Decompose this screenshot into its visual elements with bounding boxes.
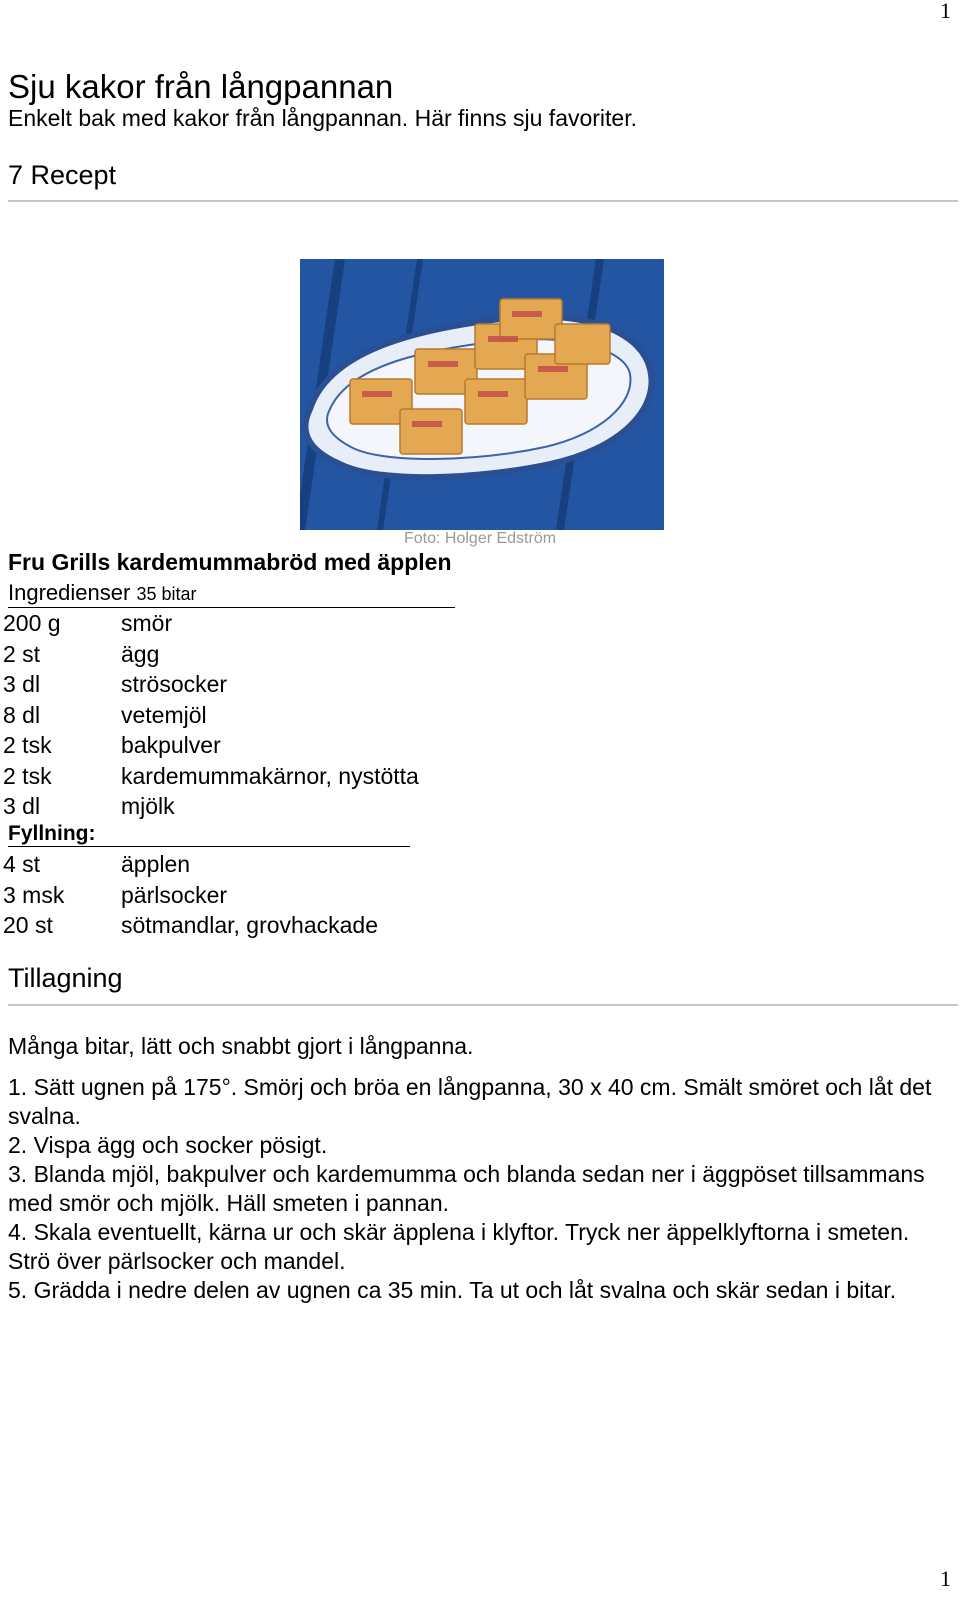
ingredient-row: [3, 791, 503, 822]
method-step: 3. Blanda mjöl, bakpulver och kardemumma och blanda sedan ner i äggpöset tillsammans med smör och mjölk. Häll smeten i pannan.: [8, 1161, 925, 1216]
ingredient-item: ägg: [121, 640, 160, 667]
ingredient-item: smör: [121, 610, 173, 636]
ingredient-amount: 4 st: [3, 851, 41, 877]
divider: [8, 1004, 958, 1006]
ingredient-item: mjölk: [121, 793, 175, 819]
ingredient-row: [3, 730, 503, 761]
ingredient-item: vetemjöl: [121, 701, 207, 728]
collection-description: Enkelt bak med kakor från långpannan. Här finns sju favoriter.: [8, 105, 638, 131]
ingredient-item: strösocker: [121, 671, 228, 697]
ingredient-amount: 2 tsk: [3, 762, 52, 789]
ingredient-amount: 2 tsk: [3, 732, 52, 758]
ingredient-amount: 2 st: [3, 640, 41, 667]
method-intro: Många bitar, lätt och snabbt gjort i långpanna.: [8, 1033, 474, 1059]
ingredient-list: [3, 608, 503, 822]
method-heading: Tillagning: [8, 963, 123, 993]
recipe-count: 7 Recept: [8, 160, 117, 190]
divider: [8, 200, 958, 202]
ingredient-row: [3, 880, 503, 911]
ingredient-amount: 200 g: [3, 610, 61, 636]
ingredient-item: kardemummakärnor, nystötta: [121, 762, 419, 789]
recipe-photo: [300, 259, 664, 530]
ingredient-item: sötmandlar, grovhackade: [121, 912, 378, 938]
page-number-bottom: 1: [940, 1566, 951, 1591]
ingredient-row: [3, 700, 503, 731]
ingredient-row: [3, 910, 503, 941]
ingredients-label: Ingredienser: [8, 580, 131, 605]
filling-list: [3, 849, 503, 941]
ingredient-item: äpplen: [121, 851, 191, 877]
method-step: 1. Sätt ugnen på 175°. Smörj och bröa en långpanna, 30 x 40 cm. Smält smöret och låt det svalna.: [8, 1074, 932, 1129]
ingredient-amount: 3 dl: [3, 793, 41, 819]
servings: 35 bitar: [136, 584, 197, 604]
ingredient-amount: 3 msk: [3, 881, 65, 908]
ingredients-header: [8, 580, 455, 608]
method-step: 2. Vispa ägg och socker pösigt.: [8, 1132, 328, 1158]
ingredient-amount: 3 dl: [3, 671, 41, 697]
photo-caption: Foto: Holger Edström: [404, 530, 557, 547]
ingredient-item: pärlsocker: [121, 881, 228, 908]
ingredient-amount: 8 dl: [3, 701, 41, 728]
ingredient-row: [3, 608, 503, 639]
filling-header: Fyllning:: [8, 822, 410, 847]
ingredient-row: [3, 669, 503, 700]
recipe-name: Fru Grills kardemummabröd med äpplen: [8, 549, 452, 575]
ingredient-item: bakpulver: [121, 732, 221, 758]
ingredient-amount: 20 st: [3, 912, 53, 938]
collection-title: Sju kakor från långpannan: [8, 68, 394, 105]
page-number-top: 1: [940, 0, 951, 23]
method-step: 5. Grädda i nedre delen av ugnen ca 35 min. Ta ut och låt svalna och skär sedan i bitar.: [8, 1277, 897, 1303]
ingredient-row: [3, 849, 503, 880]
ingredient-row: [3, 761, 503, 792]
method-step: 4. Skala eventuellt, kärna ur och skär äpplena i klyftor. Tryck ner äppelklyftorna i smeten. Strö över pärlsocker och mandel.: [8, 1219, 910, 1274]
method-steps: [8, 1073, 953, 1305]
ingredient-row: [3, 639, 503, 670]
